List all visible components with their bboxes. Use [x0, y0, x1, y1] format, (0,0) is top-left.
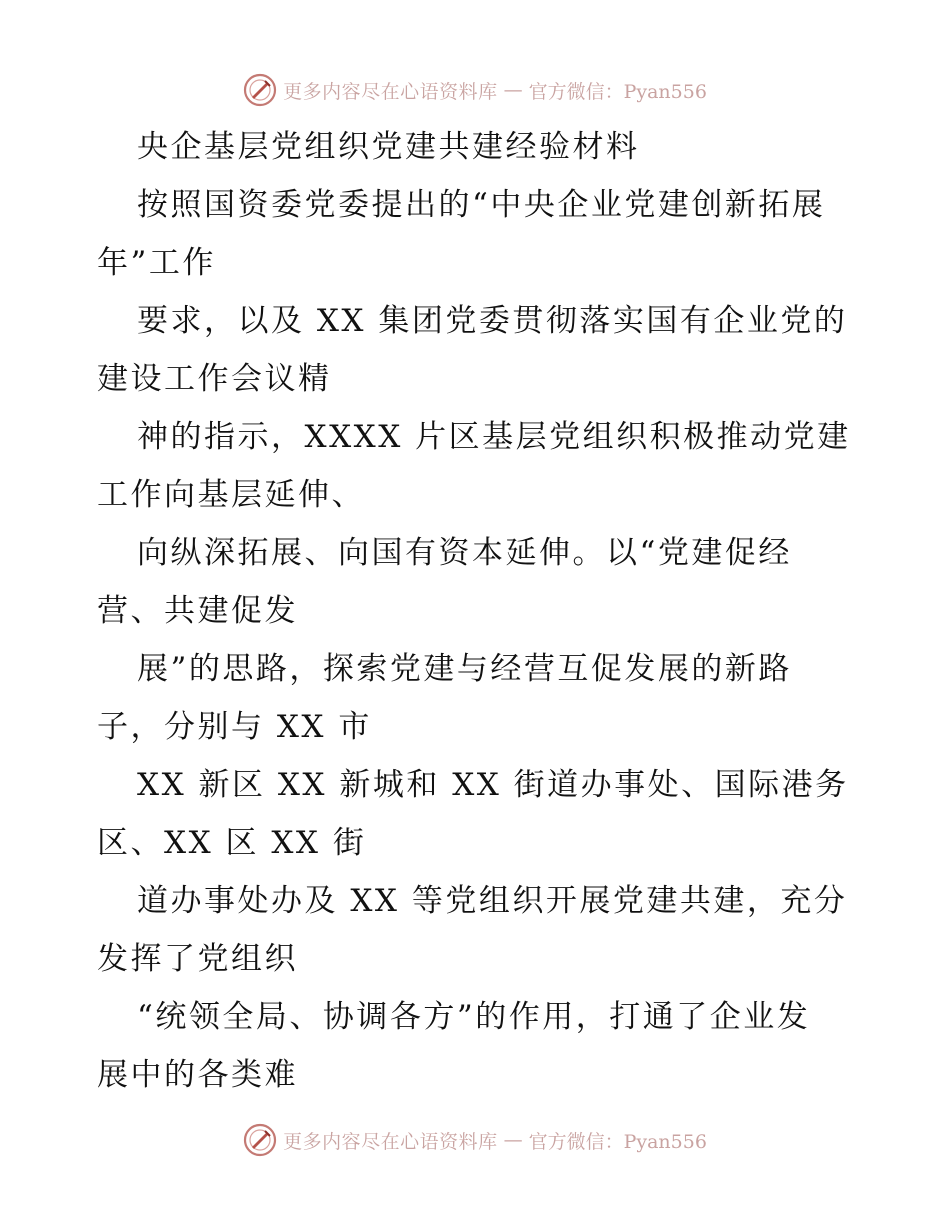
seal-logo-icon	[243, 73, 277, 107]
watermark-contact-text: 官方微信：Pyan556	[528, 1130, 707, 1153]
watermark-site-text: 更多内容尽在心语资料库	[283, 80, 498, 103]
watermark-site-text: 更多内容尽在心语资料库	[283, 1130, 498, 1153]
document-line: 展中的各类难	[97, 1057, 298, 1093]
document-line: 营、共建促发	[97, 593, 298, 629]
document-line: 要求，以及 XX 集团党委贯彻落实国有企业党的	[137, 303, 848, 339]
document-line: 神的指示，XXXX 片区基层党组织积极推动党建	[137, 419, 851, 455]
watermark-dash: —	[503, 1129, 523, 1151]
document-line: “统领全局、协调各方”的作用，打通了企业发	[137, 999, 811, 1035]
document-line: 发挥了党组织	[97, 941, 298, 977]
watermark-dash: —	[503, 79, 523, 101]
document-line: 子，分别与 XX 市	[97, 709, 372, 745]
document-line: 建设工作会议精	[97, 361, 332, 397]
document-line: XX 新区 XX 新城和 XX 街道办事处、国际港务	[137, 767, 849, 803]
footer-watermark	[0, 1120, 950, 1160]
document-line: 工作向基层延伸、	[97, 477, 365, 513]
watermark-contact-text: 官方微信：Pyan556	[528, 80, 707, 103]
document-line: 区、XX 区 XX 街	[97, 825, 367, 861]
document-line: 按照国资委党委提出的“中央企业党建创新拓展	[137, 187, 826, 223]
document-line: 央企基层党组织党建共建经验材料	[137, 129, 640, 165]
document-line: 年”工作	[97, 245, 216, 281]
header-watermark	[0, 70, 950, 110]
document-line: 道办事处办及 XX 等党组织开展党建共建，充分	[137, 883, 848, 919]
document-body	[97, 118, 857, 1104]
document-line: 向纵深拓展、向国有资本延伸。以“党建促经	[137, 535, 792, 571]
document-line: 展”的思路，探索党建与经营互促发展的新路	[137, 651, 792, 687]
seal-logo-icon	[243, 1123, 277, 1157]
